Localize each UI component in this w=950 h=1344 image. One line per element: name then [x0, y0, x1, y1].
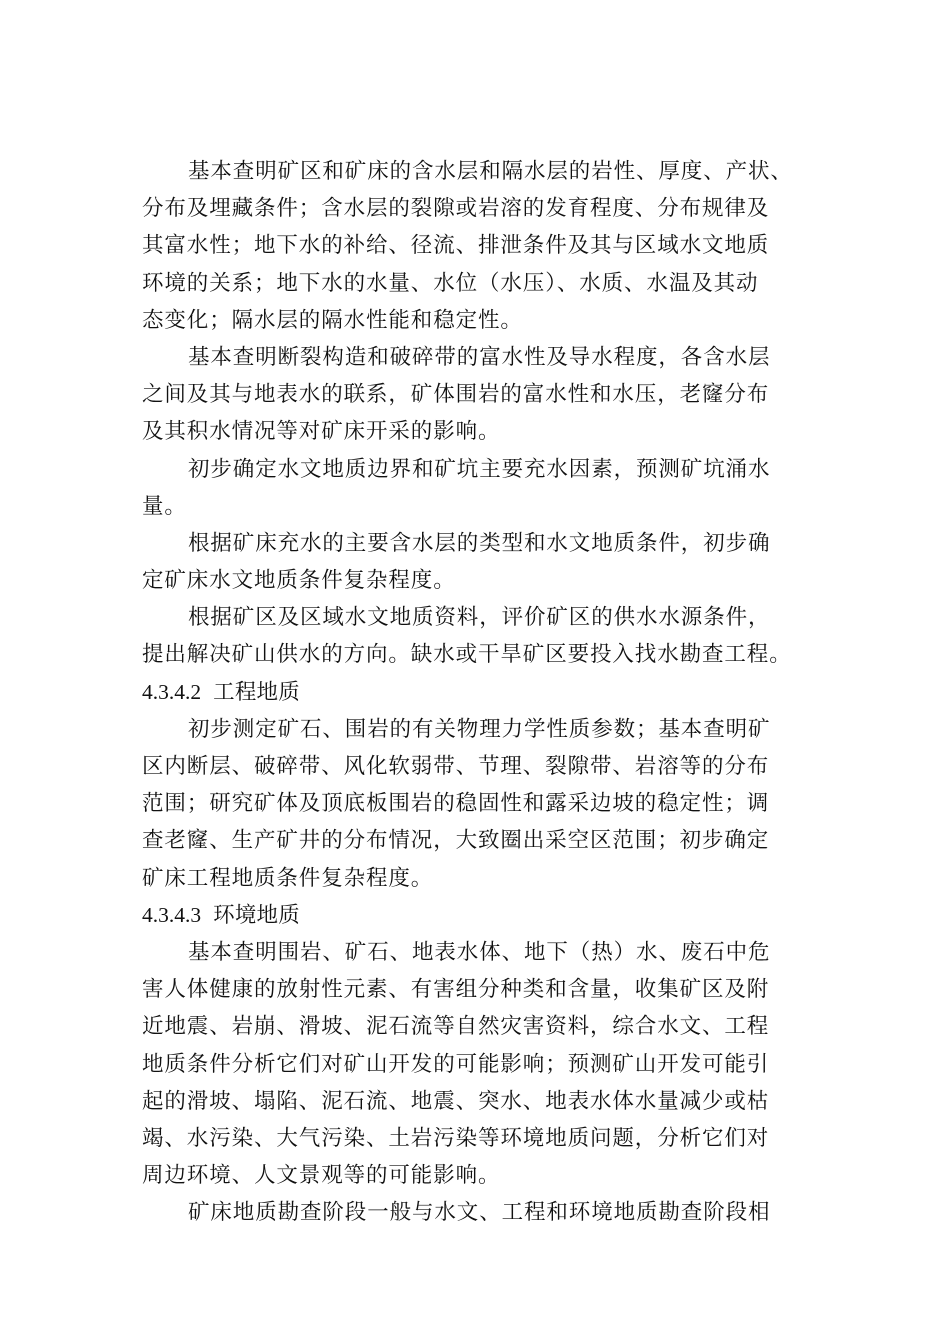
section-title: 工程地质	[213, 679, 300, 705]
paragraph-line: 基本查明矿区和矿床的含水层和隔水层的岩性、厚度、产状、	[188, 159, 793, 184]
paragraph-line: 初步测定矿石、围岩的有关物理力学性质参数；基本查明矿	[188, 716, 771, 742]
section-title: 环境地质	[213, 902, 300, 928]
paragraph-line: 提出解决矿山供水的方向。缺水或干旱矿区要投入找水勘查工程。	[142, 642, 792, 668]
paragraph-line: 根据矿床充水的主要含水层的类型和水文地质条件，初步确	[188, 530, 771, 556]
paragraph-line: 近地震、岩崩、滑坡、泥石流等自然灾害资料，综合水文、工程	[142, 1014, 770, 1040]
document-body	[142, 153, 832, 1231]
paragraph-line: 基本查明断裂构造和破碎带的富水性及导水程度，各含水层	[188, 344, 771, 370]
paragraph-line: 矿床工程地质条件复杂程度。	[142, 865, 434, 891]
paragraph-line: 之间及其与地表水的联系，矿体围岩的富水性和水压，老窿分布	[142, 382, 770, 408]
paragraph-line: 定矿床水文地质条件复杂程度。	[142, 568, 456, 594]
section-number: 4.3.4.3	[142, 902, 202, 927]
paragraph-line: 害人体健康的放射性元素、有害组分种类和含量，收集矿区及附	[142, 977, 770, 1003]
section-number: 4.3.4.2	[142, 679, 202, 704]
paragraph-line: 周边环境、人文景观等的可能影响。	[142, 1163, 501, 1189]
paragraph-line: 起的滑坡、塌陷、泥石流、地震、突水、地表水体水量减少或枯	[142, 1088, 770, 1114]
paragraph-line: 根据矿区及区域水文地质资料，评价矿区的供水水源条件，	[188, 605, 771, 631]
paragraph-line: 态变化；隔水层的隔水性能和稳定性。	[142, 307, 523, 333]
section-heading-engineering-geology	[142, 674, 832, 711]
paragraph-line: 区内断层、破碎带、风化软弱带、节理、裂隙带、岩溶等的分布	[142, 754, 770, 779]
paragraph-line: 矿床地质勘查阶段一般与水文、工程和环境地质勘查阶段相	[188, 1200, 771, 1226]
section-heading-environmental-geology	[142, 897, 832, 934]
paragraph-line: 及其积水情况等对矿床开采的影响。	[142, 419, 501, 445]
paragraph-line: 量。	[142, 493, 187, 519]
paragraph-line: 地质条件分析它们对矿山开发的可能影响；预测矿山开发可能引	[142, 1051, 770, 1077]
paragraph-line: 范围；研究矿体及顶底板围岩的稳固性和露采边坡的稳定性；调	[142, 791, 770, 817]
paragraph-line: 基本查明围岩、矿石、地表水体、地下（热）水、废石中危	[188, 939, 771, 965]
paragraph-line: 分布及埋藏条件；含水层的裂隙或岩溶的发育程度、分布规律及	[142, 196, 770, 222]
paragraph-line: 环境的关系；地下水的水量、水位（水压）、水质、水温及其动	[142, 270, 759, 296]
paragraph-line: 查老窿、生产矿井的分布情况，大致圈出采空区范围；初步确定	[142, 828, 770, 854]
paragraph-line: 竭、水污染、大气污染、土岩污染等环境地质问题，分析它们对	[142, 1125, 770, 1151]
paragraph-line: 初步确定水文地质边界和矿坑主要充水因素，预测矿坑涌水	[188, 456, 771, 482]
paragraph-line: 其富水性；地下水的补给、径流、排泄条件及其与区域水文地质	[142, 233, 770, 259]
